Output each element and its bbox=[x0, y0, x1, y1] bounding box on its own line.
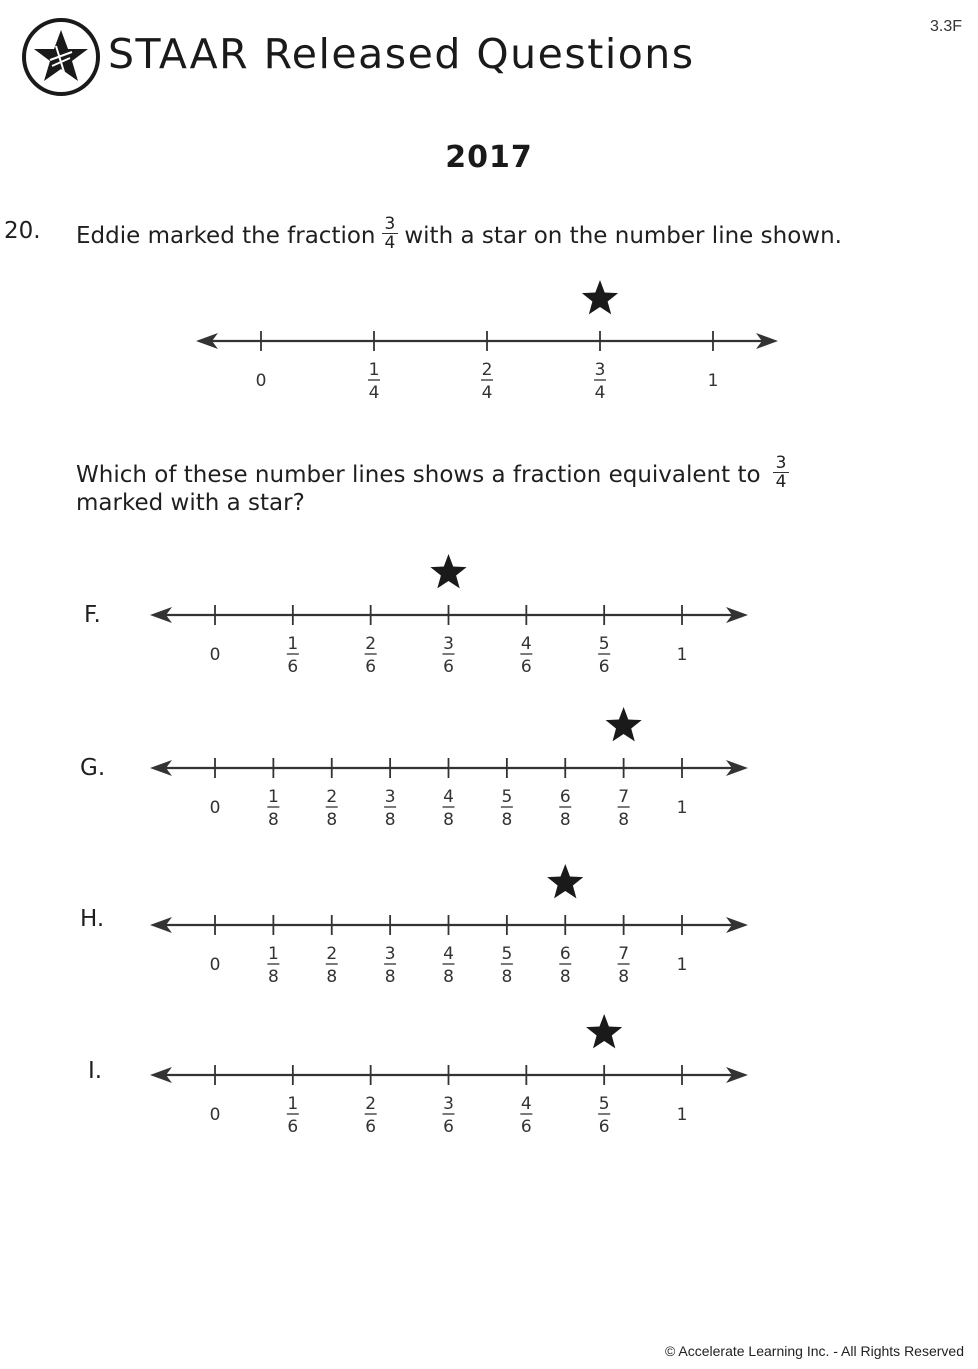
tick-denominator: 8 bbox=[618, 810, 630, 830]
page-title: STAAR Released Questions bbox=[108, 30, 695, 78]
tick-label bbox=[365, 634, 377, 677]
tick-numerator: 2 bbox=[326, 944, 338, 964]
tick-denominator: 8 bbox=[326, 810, 338, 830]
tick-label bbox=[384, 787, 396, 830]
tick-label bbox=[256, 371, 267, 391]
tick-label bbox=[368, 360, 380, 403]
tick-label bbox=[443, 634, 455, 677]
svg-text:0: 0 bbox=[209, 1105, 221, 1125]
tick-denominator: 8 bbox=[559, 967, 571, 987]
svg-text:0: 0 bbox=[209, 798, 221, 818]
tick-label bbox=[677, 645, 688, 665]
prompt-line-2: marked with a star? bbox=[76, 490, 305, 516]
tick-label bbox=[384, 944, 396, 987]
svg-text:0: 0 bbox=[255, 371, 267, 391]
tick-label bbox=[559, 944, 571, 987]
tick-label bbox=[520, 634, 532, 677]
svg-text:1: 1 bbox=[676, 955, 688, 975]
tick-denominator: 8 bbox=[326, 967, 338, 987]
tick-numerator: 2 bbox=[481, 360, 493, 380]
tick-label bbox=[677, 955, 688, 975]
tick-label bbox=[210, 645, 221, 665]
tick-label bbox=[481, 360, 493, 403]
tick-numerator: 3 bbox=[594, 360, 606, 380]
tick-numerator: 1 bbox=[267, 787, 279, 807]
tick-denominator: 6 bbox=[365, 1117, 377, 1137]
fraction-numerator: 3 bbox=[382, 215, 399, 234]
tick-label bbox=[326, 944, 338, 987]
tick-numerator: 7 bbox=[618, 787, 630, 807]
tick-label bbox=[520, 1094, 532, 1137]
tick-label bbox=[365, 1094, 377, 1137]
tick-denominator: 6 bbox=[598, 657, 610, 677]
question-text-before: Eddie marked the fraction bbox=[76, 223, 376, 249]
tick-denominator: 8 bbox=[559, 810, 571, 830]
tick-numerator: 2 bbox=[365, 634, 377, 654]
tick-denominator: 8 bbox=[618, 967, 630, 987]
tick-numerator: 1 bbox=[368, 360, 380, 380]
tick-numerator: 4 bbox=[443, 944, 454, 964]
tick-denominator: 8 bbox=[501, 810, 513, 830]
tick-denominator: 8 bbox=[267, 810, 279, 830]
number-line-example bbox=[0, 280, 978, 410]
tick-denominator: 6 bbox=[365, 657, 377, 677]
tick-denominator: 4 bbox=[481, 383, 493, 403]
tick-numerator: 1 bbox=[287, 1094, 299, 1114]
tick-numerator: 6 bbox=[559, 787, 571, 807]
tick-numerator: 2 bbox=[365, 1094, 377, 1114]
prompt-fraction-denominator: 4 bbox=[775, 472, 787, 492]
tick-label bbox=[267, 944, 279, 987]
tick-denominator: 6 bbox=[287, 657, 299, 677]
number-line-f bbox=[0, 555, 978, 685]
tick-denominator: 8 bbox=[267, 967, 279, 987]
tick-denominator: 8 bbox=[501, 967, 513, 987]
tick-denominator: 6 bbox=[520, 1117, 532, 1137]
tick-numerator: 1 bbox=[287, 634, 299, 654]
tick-numerator: 4 bbox=[520, 1094, 532, 1114]
tick-numerator: 6 bbox=[559, 944, 571, 964]
tick-label bbox=[326, 787, 338, 830]
tick-denominator: 4 bbox=[368, 383, 380, 403]
tick-label bbox=[598, 634, 610, 677]
star-marker-icon bbox=[606, 707, 642, 741]
tick-numerator: 3 bbox=[443, 634, 454, 654]
tick-label bbox=[287, 634, 299, 677]
fraction-denominator: 4 bbox=[384, 233, 396, 253]
tick-denominator: 8 bbox=[384, 967, 396, 987]
tick-numerator: 4 bbox=[443, 787, 454, 807]
tick-label bbox=[210, 798, 221, 818]
tick-label bbox=[443, 944, 455, 987]
option-label-g: G. bbox=[80, 755, 106, 781]
svg-text:1: 1 bbox=[676, 798, 688, 818]
number-line-h bbox=[0, 862, 978, 992]
tick-denominator: 6 bbox=[443, 1117, 454, 1137]
tick-label bbox=[501, 944, 513, 987]
tick-numerator: 1 bbox=[267, 944, 279, 964]
tick-denominator: 8 bbox=[384, 810, 396, 830]
star-marker-icon bbox=[586, 1014, 622, 1048]
option-label-i: I. bbox=[88, 1058, 103, 1084]
tick-label bbox=[210, 955, 221, 975]
question-text-after: with a star on the number line shown. bbox=[404, 223, 842, 249]
tick-label bbox=[501, 787, 513, 830]
year-heading: 2017 bbox=[445, 140, 533, 175]
tick-denominator: 6 bbox=[287, 1117, 299, 1137]
tick-label bbox=[267, 787, 279, 830]
tick-numerator: 3 bbox=[443, 1094, 454, 1114]
tick-label bbox=[708, 371, 719, 391]
tick-label bbox=[598, 1094, 610, 1137]
tick-denominator: 6 bbox=[443, 657, 454, 677]
tick-denominator: 6 bbox=[520, 657, 532, 677]
tick-numerator: 3 bbox=[384, 944, 396, 964]
svg-text:1: 1 bbox=[676, 645, 688, 665]
svg-text:0: 0 bbox=[209, 955, 221, 975]
svg-text:1: 1 bbox=[676, 1105, 688, 1125]
star-marker-icon bbox=[430, 554, 466, 588]
question-fraction bbox=[382, 215, 399, 252]
tick-numerator: 5 bbox=[598, 634, 610, 654]
question-text bbox=[76, 214, 842, 255]
star-marker-icon bbox=[547, 864, 583, 898]
option-label-h: H. bbox=[80, 906, 105, 932]
tick-numerator: 3 bbox=[384, 787, 396, 807]
tick-label bbox=[618, 944, 630, 987]
tick-label bbox=[677, 798, 688, 818]
tick-label bbox=[559, 787, 571, 830]
tick-numerator: 2 bbox=[326, 787, 338, 807]
option-label-f: F. bbox=[84, 602, 101, 628]
tick-label bbox=[443, 787, 455, 830]
tick-denominator: 8 bbox=[443, 810, 454, 830]
tick-denominator: 4 bbox=[594, 383, 606, 403]
number-line-g bbox=[0, 705, 978, 835]
prompt-fraction bbox=[773, 454, 790, 491]
tick-numerator: 4 bbox=[520, 634, 532, 654]
tick-label bbox=[594, 360, 606, 403]
tick-numerator: 5 bbox=[598, 1094, 610, 1114]
standard-code: 3.3F bbox=[929, 18, 962, 35]
star-logo-icon bbox=[20, 16, 102, 98]
question-number: 20. bbox=[4, 218, 41, 244]
number-line-i bbox=[0, 1012, 978, 1142]
tick-numerator: 5 bbox=[501, 944, 513, 964]
tick-numerator: 5 bbox=[501, 787, 513, 807]
prompt-fraction-numerator: 3 bbox=[773, 454, 790, 473]
tick-numerator: 7 bbox=[618, 944, 630, 964]
prompt-text: Which of these number lines shows a fraction equivalent to bbox=[76, 462, 761, 488]
tick-label bbox=[618, 787, 630, 830]
tick-label bbox=[210, 1105, 221, 1125]
star-marker-icon bbox=[582, 280, 618, 314]
tick-label bbox=[677, 1105, 688, 1125]
tick-label bbox=[287, 1094, 299, 1137]
svg-text:0: 0 bbox=[209, 645, 221, 665]
tick-label bbox=[443, 1094, 455, 1137]
tick-denominator: 8 bbox=[443, 967, 454, 987]
tick-denominator: 6 bbox=[598, 1117, 610, 1137]
copyright-footer: © Accelerate Learning Inc. - All Rights Reserved bbox=[664, 1343, 964, 1359]
svg-text:1: 1 bbox=[707, 371, 719, 391]
